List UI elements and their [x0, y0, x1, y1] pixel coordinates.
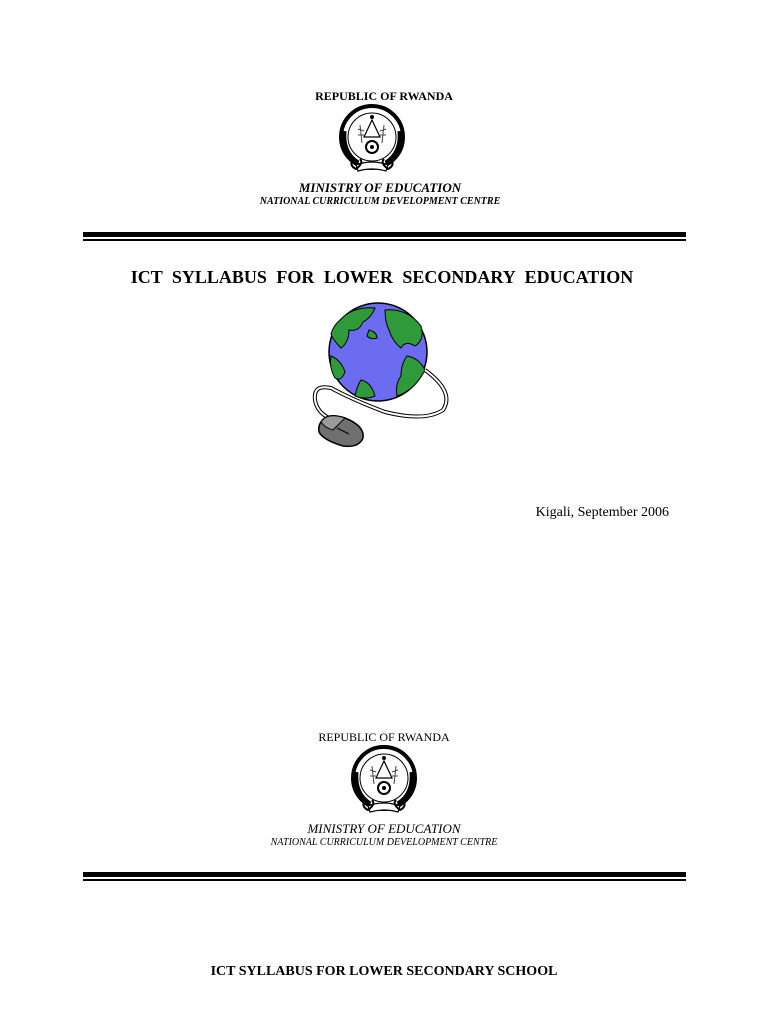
centre-subheading-2: NATIONAL CURRICULUM DEVELOPMENT CENTRE [270, 837, 498, 848]
ministry-heading: MINISTRY OF EDUCATION [298, 180, 462, 195]
footer-title: ICT SYLLABUS FOR LOWER SECONDARY SCHOOL [210, 964, 558, 979]
republic-heading: REPUBLIC OF RWANDA [315, 89, 453, 103]
place-and-date: Kigali, September 2006 [535, 505, 669, 520]
national-seal-icon [334, 103, 410, 177]
divider-rule-thin-2 [83, 879, 686, 881]
globe-with-computer-mouse-icon [305, 300, 455, 452]
ministry-heading-2: MINISTRY OF EDUCATION [307, 821, 461, 836]
document-title: ICT SYLLABUS FOR LOWER SECONDARY EDUCATION [130, 267, 634, 287]
republic-heading-2: REPUBLIC OF RWANDA [318, 730, 450, 744]
centre-subheading: NATIONAL CURRICULUM DEVELOPMENT CENTRE [259, 196, 501, 207]
divider-rule-thin [83, 239, 686, 241]
national-seal-icon [346, 744, 422, 818]
divider-rule [83, 232, 686, 237]
divider-rule-2 [83, 872, 686, 877]
